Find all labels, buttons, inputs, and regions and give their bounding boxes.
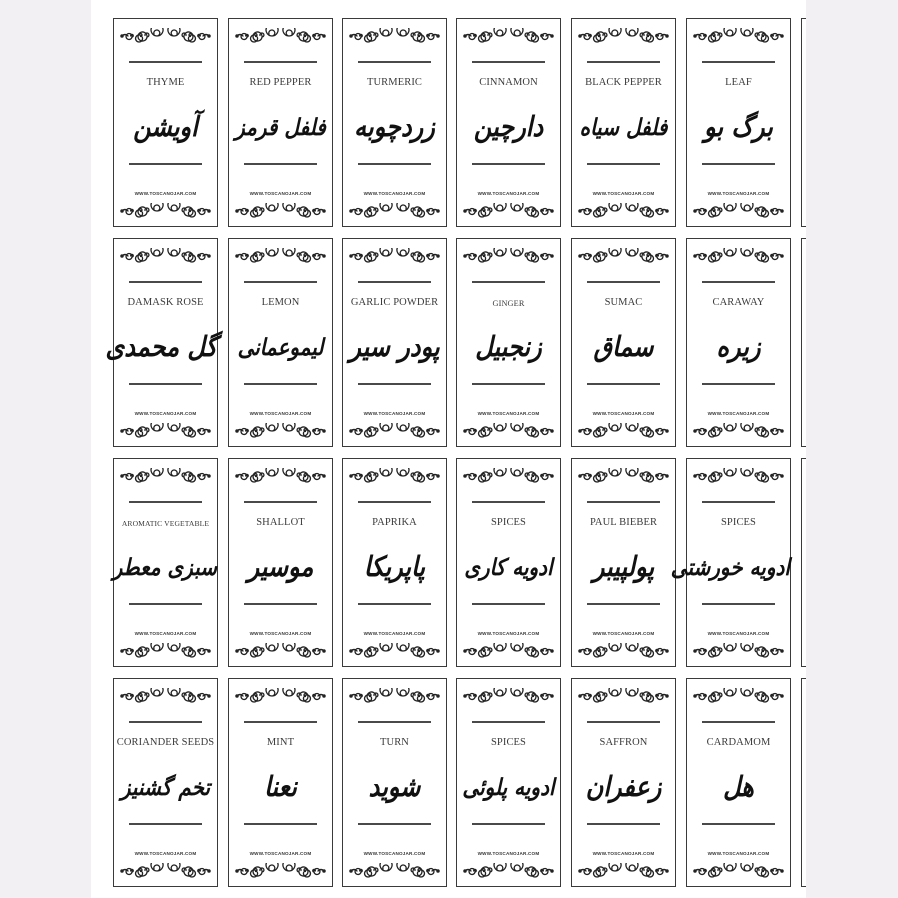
divider-bottom [358,823,431,825]
spice-label-card [571,678,676,887]
persian-name: پولپیبر [592,550,655,584]
website-url: WWW.TOSCANOJAR.COM [249,191,312,196]
divider-bottom [244,603,317,605]
divider-bottom [472,163,545,165]
partial-label-card [801,18,806,227]
divider-bottom [129,823,202,825]
divider-bottom [702,603,775,605]
divider-bottom [472,603,545,605]
ornament-top-icon [235,248,326,264]
spice-label-card [105,238,218,447]
persian-name: ادویه پلوئی [462,773,555,801]
divider-top [358,281,431,283]
divider-top [702,721,775,723]
website-url: WWW.TOSCANOJAR.COM [249,851,312,856]
website-url: WWW.TOSCANOJAR.COM [134,851,197,856]
persian-name: زعفران [585,770,662,804]
english-name: CARAWAY [712,297,765,308]
persian-name: برگ بو [704,110,773,144]
english-name: SHALLOT [256,517,305,528]
divider-bottom [244,163,317,165]
spice-label-card [113,458,218,667]
ornament-top-icon [693,28,784,44]
ornament-bottom-icon [463,423,554,439]
persian-name: زیره [716,330,761,364]
english-name: SAFFRON [599,737,648,748]
persian-name: سماق [593,330,654,364]
website-url: WWW.TOSCANOJAR.COM [249,411,312,416]
website-url: WWW.TOSCANOJAR.COM [134,411,197,416]
persian-name: نعنا [264,770,297,804]
ornament-bottom-icon [235,203,326,219]
ornament-top-icon [693,688,784,704]
divider-top [129,501,202,503]
persian-name: تخم گشنیز [120,773,211,801]
ornament-bottom-icon [578,643,669,659]
english-name: RED PEPPER [249,77,312,88]
spice-label-card [228,238,333,447]
spice-label-card [342,238,447,447]
ornament-bottom-icon [120,423,211,439]
persian-name: فلفل سیاه [579,113,668,141]
divider-top [472,61,545,63]
persian-name: گل محمدی [105,330,217,364]
english-name: MINT [266,737,295,748]
ornament-bottom-icon [349,863,440,879]
english-name: BLACK PEPPER [585,77,662,88]
ornament-top-icon [235,28,326,44]
website-url: WWW.TOSCANOJAR.COM [134,631,197,636]
divider-top [244,501,317,503]
ornament-bottom-icon [578,423,669,439]
website-url: WWW.TOSCANOJAR.COM [592,851,655,856]
ornament-top-icon [578,688,669,704]
english-name: DAMASK ROSE [127,297,204,308]
persian-name: زردچوبه [354,110,435,144]
divider-bottom [244,823,317,825]
divider-top [129,281,202,283]
english-name: SPICES [490,517,527,528]
website-url: WWW.TOSCANOJAR.COM [249,631,312,636]
english-name: GARLIC POWDER [350,297,439,308]
spice-label-card [456,18,561,227]
ornament-bottom-icon [235,423,326,439]
ornament-top-icon [349,28,440,44]
divider-top [587,61,660,63]
english-name: GINGER [492,299,525,308]
ornament-bottom-icon [693,863,784,879]
english-name: THYME [146,77,185,88]
website-url: WWW.TOSCANOJAR.COM [477,411,540,416]
ornament-top-icon [349,468,440,484]
website-url: WWW.TOSCANOJAR.COM [477,851,540,856]
english-name: SPICES [490,737,527,748]
ornament-top-icon [235,688,326,704]
ornament-top-icon [578,248,669,264]
partial-label-card [801,238,806,447]
divider-bottom [129,163,202,165]
divider-top [129,721,202,723]
spice-label-card [228,678,333,887]
divider-top [129,61,202,63]
partial-label-card [801,458,806,667]
ornament-top-icon [120,468,211,484]
divider-top [587,721,660,723]
ornament-top-icon [693,248,784,264]
spice-label-card [342,678,447,887]
divider-top [358,61,431,63]
ornament-bottom-icon [693,203,784,219]
divider-top [472,281,545,283]
website-url: WWW.TOSCANOJAR.COM [363,411,426,416]
persian-name: آویشن [133,110,198,144]
divider-bottom [587,603,660,605]
ornament-bottom-icon [120,203,211,219]
divider-bottom [702,823,775,825]
divider-top [244,61,317,63]
divider-top [358,721,431,723]
divider-top [702,281,775,283]
website-url: WWW.TOSCANOJAR.COM [477,631,540,636]
spice-label-card [342,458,447,667]
divider-bottom [587,383,660,385]
divider-bottom [472,383,545,385]
ornament-bottom-icon [463,203,554,219]
website-url: WWW.TOSCANOJAR.COM [707,631,770,636]
ornament-top-icon [463,28,554,44]
divider-top [702,501,775,503]
persian-name: پاپریکا [363,550,426,584]
spice-label-card [686,678,791,887]
spice-label-card [456,238,561,447]
divider-bottom [358,383,431,385]
website-url: WWW.TOSCANOJAR.COM [363,631,426,636]
ornament-top-icon [235,468,326,484]
spice-label-card [571,458,676,667]
ornament-bottom-icon [693,423,784,439]
english-name: SPICES [720,517,757,528]
ornament-bottom-icon [120,643,211,659]
ornament-bottom-icon [120,863,211,879]
divider-bottom [472,823,545,825]
divider-top [244,721,317,723]
english-name: CORIANDER SEEDS [116,737,215,748]
english-name: CINNAMON [479,77,538,88]
divider-top [472,501,545,503]
website-url: WWW.TOSCANOJAR.COM [477,191,540,196]
english-name: LEAF [725,77,752,88]
english-name: LEMON [261,297,300,308]
persian-name: زنجبیل [475,330,542,364]
ornament-top-icon [693,468,784,484]
ornament-bottom-icon [235,643,326,659]
divider-top [472,721,545,723]
persian-name: سبزی معطر [112,553,217,581]
ornament-top-icon [120,28,211,44]
ornament-top-icon [349,688,440,704]
ornament-top-icon [578,468,669,484]
spice-label-card [342,18,447,227]
spice-label-card [228,18,333,227]
ornament-bottom-icon [349,203,440,219]
ornament-top-icon [349,248,440,264]
persian-name: دارچین [473,110,544,144]
divider-top [244,281,317,283]
spice-label-card [113,678,218,887]
website-url: WWW.TOSCANOJAR.COM [134,191,197,196]
english-name: PAUL BIEBER [589,517,658,528]
ornament-top-icon [120,688,211,704]
divider-bottom [702,163,775,165]
ornament-bottom-icon [463,863,554,879]
spice-label-card [686,18,791,227]
persian-name: موسیر [247,550,314,584]
english-name: TURN [380,737,409,748]
website-url: WWW.TOSCANOJAR.COM [707,851,770,856]
website-url: WWW.TOSCANOJAR.COM [363,191,426,196]
website-url: WWW.TOSCANOJAR.COM [592,411,655,416]
english-name: SUMAC [604,297,643,308]
persian-name: لیموعمانی [237,333,324,361]
divider-top [702,61,775,63]
ornament-bottom-icon [463,643,554,659]
divider-bottom [358,163,431,165]
persian-name: پودر سیر [349,330,440,364]
spice-label-card [113,18,218,227]
persian-name: ادویه کاری [464,553,553,581]
spice-label-card [571,238,676,447]
divider-bottom [587,823,660,825]
website-url: WWW.TOSCANOJAR.COM [592,191,655,196]
website-url: WWW.TOSCANOJAR.COM [707,191,770,196]
ornament-top-icon [463,248,554,264]
english-name: AROMATIC VEGETABLE [121,519,210,528]
website-url: WWW.TOSCANOJAR.COM [592,631,655,636]
persian-name: هل [723,770,754,804]
ornament-bottom-icon [349,643,440,659]
divider-top [587,501,660,503]
divider-bottom [587,163,660,165]
persian-name: فلفل قرمز [235,113,326,141]
spice-label-card [670,458,791,667]
divider-top [358,501,431,503]
divider-top [587,281,660,283]
persian-name: شوید [368,770,421,804]
spice-label-card [456,678,561,887]
website-url: WWW.TOSCANOJAR.COM [363,851,426,856]
ornament-bottom-icon [578,863,669,879]
ornament-bottom-icon [349,423,440,439]
label-sheet-page [91,0,806,898]
ornament-top-icon [578,28,669,44]
divider-bottom [358,603,431,605]
spice-label-card [571,18,676,227]
spice-label-card [686,238,791,447]
ornament-top-icon [120,248,211,264]
divider-bottom [129,603,202,605]
divider-bottom [244,383,317,385]
spice-label-card [456,458,561,667]
ornament-top-icon [463,688,554,704]
ornament-top-icon [463,468,554,484]
spice-label-card [228,458,333,667]
divider-bottom [129,383,202,385]
website-url: WWW.TOSCANOJAR.COM [707,411,770,416]
english-name: TURMERIC [366,77,423,88]
ornament-bottom-icon [693,643,784,659]
divider-bottom [702,383,775,385]
english-name: PAPRIKA [372,517,417,528]
persian-name: ادویه خورشتی [670,553,790,581]
english-name: CARDAMOM [706,737,771,748]
ornament-bottom-icon [578,203,669,219]
ornament-bottom-icon [235,863,326,879]
partial-label-card [801,678,806,887]
